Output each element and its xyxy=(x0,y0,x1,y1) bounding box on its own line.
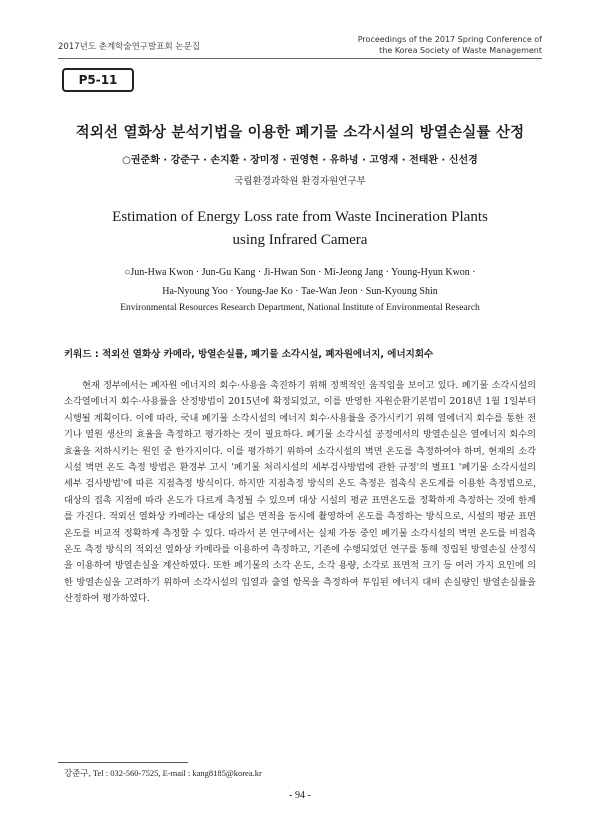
header-rule xyxy=(58,58,542,59)
header-right xyxy=(312,34,542,56)
title-english-line1: Estimation of Energy Loss rate from Waste Incineration Plants xyxy=(112,209,488,225)
abstract-body: 현재 정부에서는 폐자원 에너지의 회수·사용을 촉진하기 위해 정책적인 움직임을 보이고 있다. 폐기물 소각시설의 소각열에너지 회수·사용률을 산정방법이 2015년에 확정되었고, 이를 반영한 자원순환기본법이 2018년 1월 1일부터 시행될 계획이다. 이에 따라, 국내 폐기물 소각시설의 에너지 회수·사용률을 증가시키기 위해 열에너지 회수를 통한 전기나 열원 생산의 효율을 측정하고 평가하는 것이 필요하다. 폐기물 소각시설 공정에서의 방열손실은 열에너지 회수의 효율을 저하시키는 원인 중 한가지이다. 이를 평가하기 위하여 소각시설의 벽면 온도를 측정하여야 하며, 현재의 소각시설 벽면 온도 측정 방법은 환경부 고시 '폐기물 처리시설의 세부검사방법에 관한 규정'의 별표1 '폐기물 소각시설의 세부 검사방법'에 따른 지점측정 방식이다. 하지만 지점측정 방식의 온도 측정은 접촉식 온도계를 이용한 측정법으로, 대상의 접촉 지점에 따라 온도가 다르게 측정될 수 있으며 대상 시설의 평균 표면온도를 정확하게 측정하는 것에 한계를 가진다. 적외선 열화상 카메라는 대상의 넓은 면적을 동시에 촬영하여 온도를 측정하는 방식으로, 시설의 평균 표면온도를 비교적 정확하게 측정할 수 있다. 따라서 본 연구에서는 실제 가동 중인 폐기물 소각시설의 벽면 온도를 비접촉 온도 측정 방식의 적외선 열화상 카메라를 이용하여 측정하고, 기존에 수행되었던 연구를 통해 정립된 방열손실 산정식을 이용하여 방열손실을 계산하였다. 또한 폐기물의 소각 온도, 소각 용량, 소각로 표면적 크기 등 여러 가지 요인에 의한 방열손실을 고려하기 위하여 소각시설의 입열과 출열 항목을 측정하여 투입된 에너지 대비 손실량인 방열손실률을 산정하여 평가하였다. xyxy=(64,380,536,605)
affiliation-korean: 국립환경과학원 환경자원연구부 xyxy=(234,176,366,187)
keywords: 키워드 : 적외선 열화상 카메라, 방열손실률, 폐기물 소각시설, 폐자원에너지, 에너지회수 xyxy=(64,349,434,360)
footnote-rule xyxy=(58,762,188,763)
affiliation-english: Environmental Resources Research Department, National Institute of Environmental Research xyxy=(120,303,480,313)
page-number: - 94 - xyxy=(289,790,311,801)
header-left: 2017년도 춘계학술연구발표회 논문집 xyxy=(58,42,200,52)
footnote: 강준구, Tel : 032-560-7525, E-mail : kang8185@korea.kr xyxy=(64,768,262,778)
title-korean: 적외선 열화상 분석기법을 이용한 폐기물 소각시설의 방열손실률 산정 xyxy=(75,125,525,141)
authors-english-line1: ○Jun-Hwa Kwon · Jun-Gu Kang · Ji-Hwan Son · Mi-Jeong Jang · Young-Hyun Kwon · xyxy=(124,267,476,278)
authors-korean: ○권준화 · 강준구 · 손지환 · 장미정 · 권영현 · 유하녕 · 고영재 · 전태완 · 신선경 xyxy=(122,155,478,166)
header-right-line1: Proceedings of the 2017 Spring Conference of xyxy=(357,35,542,44)
paper-id-badge: P5-11 xyxy=(62,68,134,92)
header-right-line2: the Korea Society of Waste Management xyxy=(379,46,542,55)
title-english-line2: using Infrared Camera xyxy=(232,232,368,248)
authors-english xyxy=(70,263,530,301)
authors-english-line2: Ha-Nyoung Yoo · Young-Jae Ko · Tae-Wan Jeon · Sun-Kyoung Shin xyxy=(162,286,438,297)
title-english xyxy=(60,206,540,252)
